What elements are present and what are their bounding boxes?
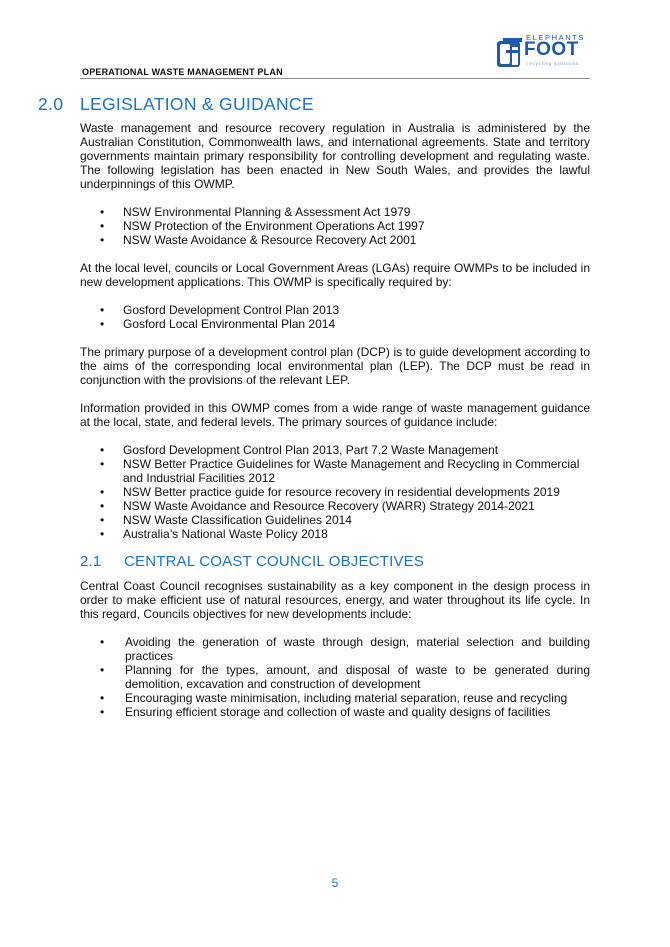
paragraph: Central Coast Council recognises sustainability as a key component in the design process in order to make efficient use of natural resources, energy, and water throughout its life cycle. In this regard, Councils objectives for new developments include:	[80, 579, 590, 621]
logo-sub-text: recycling solutions	[527, 61, 579, 66]
bullet-icon: •	[100, 527, 105, 541]
required-by-list	[80, 303, 590, 331]
header-divider	[80, 78, 590, 79]
list-item: • NSW Environmental Planning & Assessment Act 1979	[100, 205, 411, 219]
bullet-icon: •	[100, 485, 105, 499]
bullet-icon: •	[100, 663, 105, 677]
page-header	[80, 32, 590, 80]
bullet-icon: •	[100, 635, 105, 649]
bullet-icon: •	[100, 303, 105, 317]
list-item: • Gosford Development Control Plan 2013, Part 7.2 Waste Management	[100, 443, 499, 457]
paragraph: At the local level, councils or Local Government Areas (LGAs) require OWMPs to be included in new development applications. This OWMP is specifically required by:	[80, 261, 590, 289]
section-heading-2-1	[80, 553, 590, 571]
bullet-icon: •	[100, 443, 105, 457]
bullet-icon: •	[100, 457, 105, 471]
bullet-icon: •	[100, 205, 105, 219]
guidance-sources-list	[80, 443, 590, 541]
list-item: • NSW Waste Avoidance & Resource Recovery Act 2001	[100, 233, 417, 247]
header-title: OPERATIONAL WASTE MANAGEMENT PLAN	[82, 67, 283, 77]
list-item: • Australia’s National Waste Policy 2018	[100, 527, 328, 541]
list-item: • Ensuring efficient storage and collection of waste and quality designs of facilities	[100, 705, 551, 719]
list-item: • NSW Protection of the Environment Operations Act 1997	[100, 219, 425, 233]
list-item: • NSW Better practice guide for resource recovery in residential developments 2019	[100, 485, 560, 499]
page-number: 5	[331, 876, 339, 890]
section-heading-2-0	[38, 94, 548, 114]
paragraph: The primary purpose of a development control plan (DCP) is to guide development according to the aims of the corresponding local environmental plan (LEP). The DCP must be read in conjunction with the provisions of the relevant LEP.	[80, 345, 590, 387]
bullet-icon: •	[100, 317, 105, 331]
bullet-icon: •	[100, 691, 105, 705]
section-title: CENTRAL COAST COUNCIL OBJECTIVES	[124, 553, 425, 570]
list-item: • Encouraging waste minimisation, including material separation, reuse and recycling	[100, 691, 568, 705]
paragraph: Information provided in this OWMP comes from a wide range of waste management guidance at the local, state, and federal levels. The primary sources of guidance include:	[80, 401, 590, 429]
elephants-foot-logo	[496, 32, 592, 72]
logo-main-text: FOOT	[524, 39, 579, 60]
council-objectives-list	[80, 635, 590, 719]
bullet-icon: •	[100, 219, 105, 233]
list-item: • Planning for the types, amount, and disposal of waste to be generated during demolition, excavation and construction of development	[100, 663, 590, 691]
section-title: LEGISLATION & GUIDANCE	[80, 94, 314, 114]
list-item: • Gosford Local Environmental Plan 2014	[100, 317, 336, 331]
logo-top-text: ELEPHANTS	[526, 33, 585, 42]
list-item: • Gosford Development Control Plan 2013	[100, 303, 340, 317]
legislation-list	[80, 205, 590, 247]
list-item: • Avoiding the generation of waste through design, material selection and building practices	[100, 635, 590, 663]
bullet-icon: •	[100, 513, 105, 527]
logo-mark-icon	[496, 34, 526, 70]
section-number: 2.0	[38, 94, 64, 114]
list-item: • NSW Waste Classification Guidelines 2014	[100, 513, 352, 527]
bullet-icon: •	[100, 705, 105, 719]
main-content	[38, 94, 590, 719]
bullet-icon: •	[100, 499, 105, 513]
bullet-icon: •	[100, 233, 105, 247]
list-item: • NSW Better Practice Guidelines for Waste Management and Recycling in Commercial and Industrial Facilities 2012	[100, 457, 580, 485]
section-number: 2.1	[80, 553, 102, 570]
paragraph: Waste management and resource recovery regulation in Australia is administered by the Australian Constitution, Commonwealth laws, and international agreements. State and territory governments maintain primary responsibility for controlling development and regulating waste. The following legislation has been enacted in New South Wales, and provides the lawful underpinnings of this OWMP.	[80, 121, 590, 191]
list-item: • NSW Waste Avoidance and Resource Recovery (WARR) Strategy 2014-2021	[100, 499, 535, 513]
